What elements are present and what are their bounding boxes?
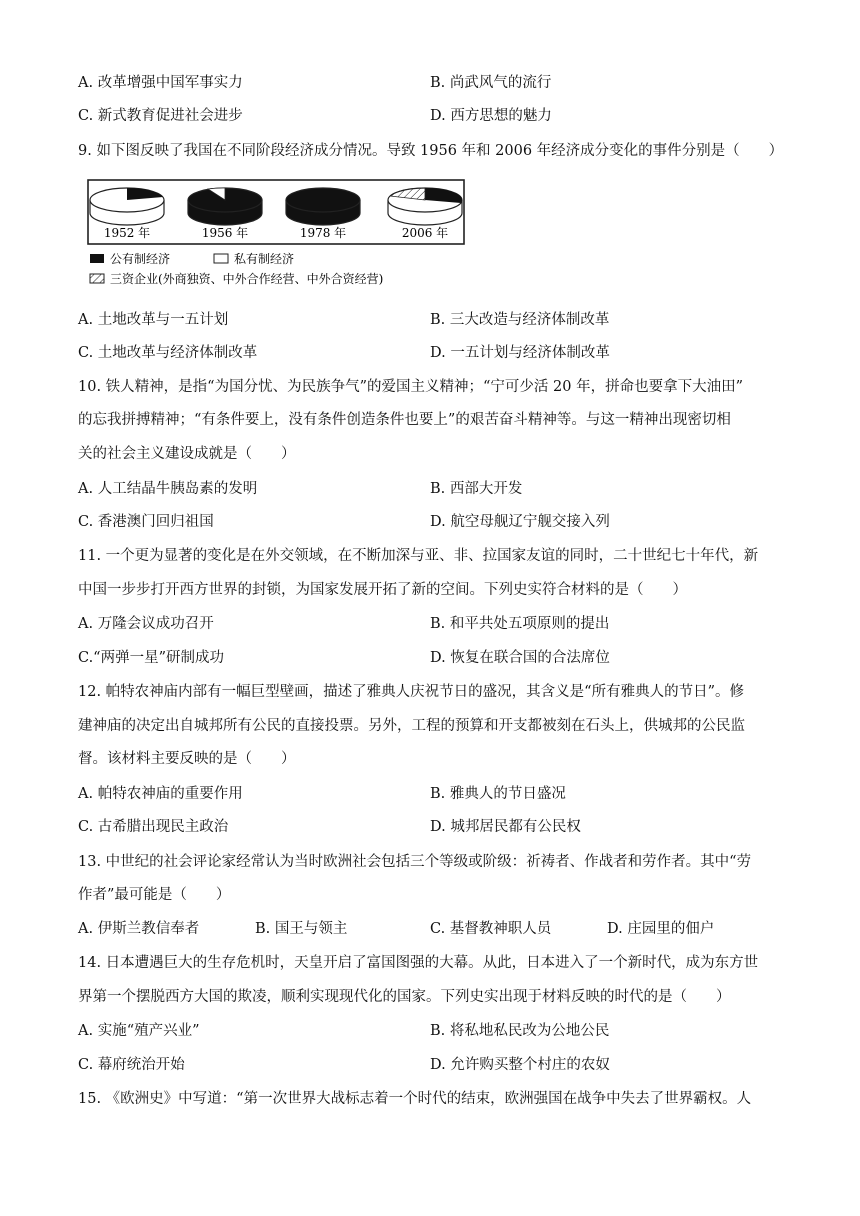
- q8-option-b: B. 尚武风气的流行: [430, 75, 552, 91]
- q14-option-a: A. 实施“殖产兴业”: [78, 1023, 200, 1039]
- year-label-1952: 1952 年: [103, 226, 151, 240]
- q12-option-c: C. 古希腊出现民主政治: [78, 819, 229, 835]
- q11-option-c: C.“两弹一星”研制成功: [78, 650, 225, 666]
- pie-2006: [388, 188, 462, 240]
- legend-public-swatch: [90, 254, 104, 263]
- q8-option-c: C. 新式教育促进社会进步: [78, 108, 243, 124]
- legend-foreign-swatch: [90, 274, 104, 283]
- legend-public-label: 公有制经济: [110, 252, 171, 266]
- q10-option-b: B. 西部大开发: [430, 481, 523, 497]
- q12-option-b: B. 雅典人的节日盛况: [430, 786, 566, 802]
- q14-option-b: B. 将私地私民改为公地公民: [430, 1023, 610, 1039]
- q9-option-d: D. 一五计划与经济体制改革: [430, 345, 610, 361]
- pie-1952: [90, 188, 164, 240]
- legend-private-swatch: [214, 254, 228, 263]
- legend-foreign-label: 三资企业(外商独资、中外合作经营、中外合资经营): [110, 272, 384, 286]
- q12-option-d: D. 城邦居民都有公民权: [430, 819, 581, 835]
- year-label-1956: 1956 年: [201, 226, 249, 240]
- q11-option-a: A. 万隆会议成功召开: [78, 616, 214, 632]
- q10-option-a: A. 人工结晶牛胰岛素的发明: [78, 481, 258, 497]
- q13-stem-line2: 作者”最可能是（ ）: [78, 887, 231, 903]
- q11-stem-line1: 11. 一个更为显著的变化是在外交领域，在不断加深与亚、非、拉国家友谊的同时，二十世纪七十年代，新: [78, 548, 759, 564]
- q13-option-d: D. 庄园里的佃户: [607, 921, 715, 937]
- q14-stem-line1: 14. 日本遭遇巨大的生存危机时，天皇开启了富国图强的大幕。从此，日本进入了一个新时代，成为东方世: [78, 955, 759, 971]
- pie-1978: [286, 188, 360, 240]
- q10-option-c: C. 香港澳门回归祖国: [78, 514, 214, 530]
- pie-1978-public: [286, 188, 360, 212]
- q10-stem-line3: 关的社会主义建设成就是（ ）: [78, 446, 296, 462]
- q9-option-c: C. 土地改革与经济体制改革: [78, 345, 258, 361]
- year-label-2006: 2006 年: [401, 226, 449, 240]
- q11-option-d: D. 恢复在联合国的合法席位: [430, 650, 610, 666]
- q12-stem-line2: 建神庙的决定出自城邦所有公民的直接投票。另外，工程的预算和开支都被刻在石头上，供城邦的公民监: [78, 718, 745, 734]
- q13-option-c: C. 基督教神职人员: [430, 921, 552, 937]
- q8-option-a: A. 改革增强中国军事实力: [78, 75, 243, 91]
- q12-option-a: A. 帕特农神庙的重要作用: [78, 786, 243, 802]
- q9-stem: 9. 如下图反映了我国在不同阶段经济成分情况。导致 1956 年和 2006 年经济成分变化的事件分别是（ ）: [78, 143, 784, 159]
- q10-option-d: D. 航空母舰辽宁舰交接入列: [430, 514, 610, 530]
- year-label-1978: 1978 年: [299, 226, 347, 240]
- q8-option-d: D. 西方思想的魅力: [430, 108, 552, 124]
- q11-option-b: B. 和平共处五项原则的提出: [430, 616, 610, 632]
- q13-stem-line1: 13. 中世纪的社会评论家经常认为当时欧洲社会包括三个等级或阶级：祈祷者、作战者和劳作者。其中“劳: [78, 854, 752, 870]
- q13-option-a: A. 伊斯兰教信奉者: [78, 921, 200, 937]
- pie-1956: [188, 188, 262, 240]
- q14-option-d: D. 允许购买整个村庄的农奴: [430, 1057, 610, 1073]
- q9-option-b: B. 三大改造与经济体制改革: [430, 312, 610, 328]
- q11-stem-line2: 中国一步步打开西方世界的封锁，为国家发展开拓了新的空间。下列史实符合材料的是（ ）: [78, 582, 687, 598]
- legend-private-label: 私有制经济: [234, 252, 295, 266]
- q14-option-c: C. 幕府统治开始: [78, 1057, 185, 1073]
- q14-stem-line2: 界第一个摆脱西方大国的欺凌，顺利实现现代化的国家。下列史实出现于材料反映的时代的是（ ）: [78, 989, 731, 1005]
- legend: [90, 251, 383, 286]
- q10-stem-line1: 10. 铁人精神，是指“为国分忧、为民族争气”的爱国主义精神；“宁可少活 20 年，拼命也要拿下大油田”: [78, 379, 743, 395]
- q12-stem-line1: 12. 帕特农神庙内部有一幅巨型壁画，描述了雅典人庆祝节日的盛况，其含义是“所有雅典人的节日”。修: [78, 684, 744, 700]
- q9-option-a: A. 土地改革与一五计划: [78, 312, 229, 328]
- q9-pie-chart-svg: [84, 178, 474, 293]
- q15-stem-line1: 15. 《欧洲史》中写道：“第一次世界大战标志着一个时代的结束，欧洲强国在战争中失去了世界霸权。人: [78, 1091, 752, 1107]
- q13-option-b: B. 国王与领主: [255, 921, 348, 937]
- q9-pie-figure: [84, 178, 474, 297]
- q12-stem-line3: 督。该材料主要反映的是（ ）: [78, 751, 296, 767]
- q10-stem-line2: 的忘我拼搏精神；“有条件要上，没有条件创造条件也要上”的艰苦奋斗精神等。与这一精神出现密切相: [78, 412, 731, 428]
